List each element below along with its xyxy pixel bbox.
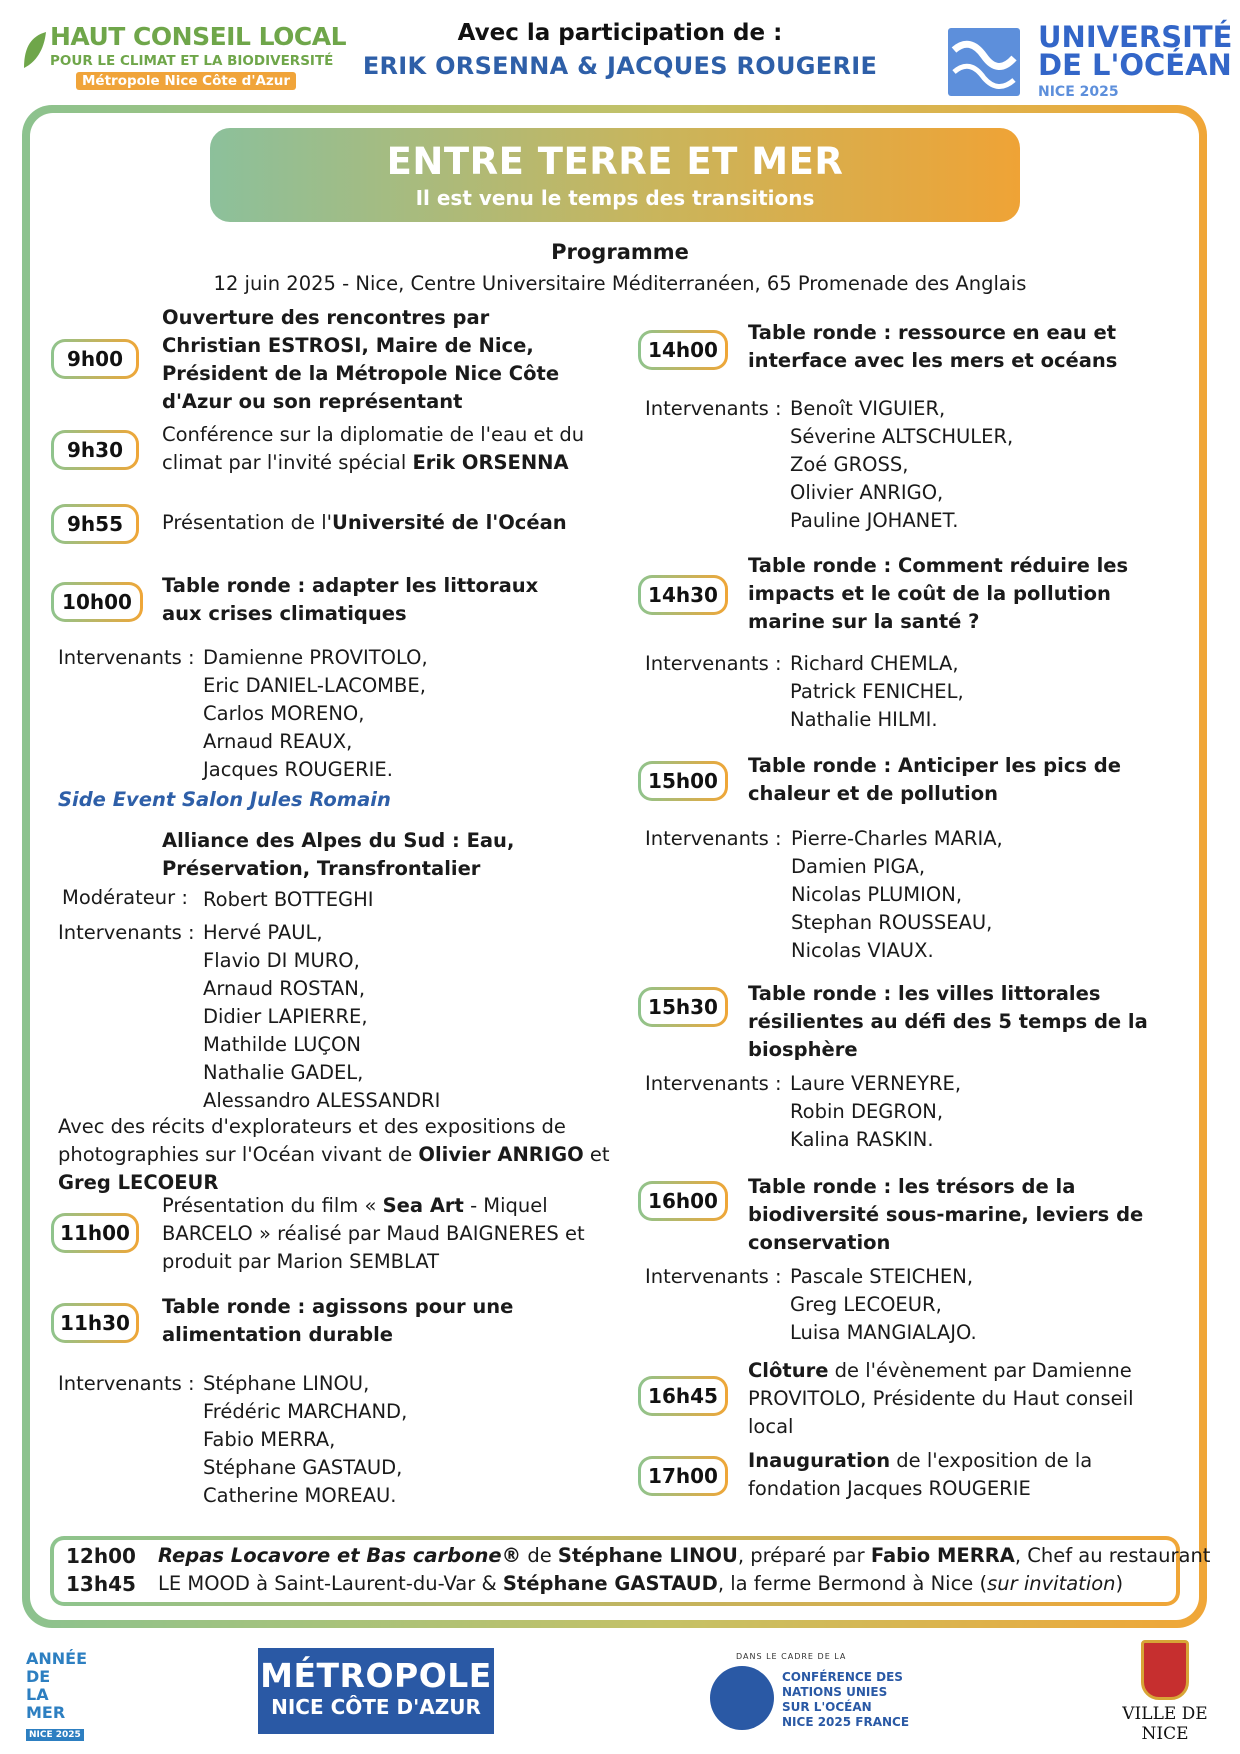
event-text: Présentation du film « Sea Art - Miquel BARCELO » réalisé par Maud BAIGNERES et produit par Marion SEMBLAT	[162, 1194, 585, 1273]
participation-intro: Avec la participation de :	[457, 20, 783, 46]
participation-guests: ERIK ORSENNA & JACQUES ROUGERIE	[362, 52, 878, 80]
speakers-list	[790, 1263, 977, 1347]
moderator-label: Modérateur :	[62, 886, 188, 909]
dateline: 12 juin 2025 - Nice, Centre Universitaire Méditerranéen, 65 Promenade des Anglais	[213, 272, 1027, 295]
time-badge: 11h30	[51, 1303, 139, 1343]
main-title: ENTRE TERRE ET MER	[386, 140, 844, 183]
speaker: Séverine ALTSCHULER,	[790, 425, 1014, 448]
wave-icon	[948, 28, 1020, 96]
speakers-list	[791, 825, 1003, 965]
speaker: Eric DANIEL-LACOMBE,	[203, 674, 426, 697]
speaker: Kalina RASKIN.	[790, 1128, 934, 1151]
programme-label: Programme	[551, 240, 689, 264]
speaker: Carlos MORENO,	[203, 702, 365, 725]
event-text: Table ronde : les trésors de la biodiversité sous-marine, leviers de conservation	[748, 1175, 1144, 1254]
speaker: Jacques ROUGERIE.	[203, 758, 393, 781]
speaker: Pascale STEICHEN,	[790, 1265, 974, 1288]
event-text: Ouverture des rencontres par Christian ESTROSI, Maire de Nice, Président de la Métropole Nice Côte d'Azur ou son représentant	[162, 306, 560, 413]
universite-line3: NICE 2025	[1038, 84, 1119, 100]
speaker: Nicolas VIAUX.	[791, 939, 934, 962]
speaker: Stéphane GASTAUD,	[203, 1456, 403, 1479]
lunch-box	[50, 1536, 1211, 1606]
annee-de-la-mer-logo: ANNÉE DE LA MER NICE 2025	[26, 1649, 88, 1740]
time-badge: 17h00	[638, 1456, 728, 1496]
haut-conseil-logo	[22, 18, 352, 88]
time-badge: 9h00	[51, 339, 139, 379]
speaker: Nathalie GADEL,	[203, 1061, 364, 1084]
time-badge: 14h00	[638, 330, 728, 370]
speaker: Greg LECOEUR,	[790, 1293, 942, 1316]
speaker: Olivier ANRIGO,	[790, 481, 944, 504]
event-text: Table ronde : agissons pour une alimentation durable	[162, 1295, 514, 1346]
speakers-label: Intervenants :	[58, 646, 195, 669]
speakers-label: Intervenants :	[645, 397, 782, 420]
title-banner	[210, 128, 1020, 222]
crest-icon	[1141, 1640, 1189, 1700]
speaker: Hervé PAUL,	[203, 921, 323, 944]
speaker: Arnaud ROSTAN,	[203, 977, 366, 1000]
ville-de-nice-logo: VILLE DE NICE	[1110, 1640, 1220, 1740]
speaker: Fabio MERRA,	[203, 1428, 336, 1451]
universite-line1: UNIVERSITÉ	[1038, 20, 1233, 54]
participation-block	[360, 20, 880, 80]
speakers-label: Intervenants :	[645, 827, 782, 850]
speaker: Damien PIGA,	[791, 855, 926, 878]
time-badge: 16h45	[638, 1376, 728, 1416]
universite-line2: DE L'OCÉAN	[1038, 48, 1232, 82]
speaker: Patrick FENICHEL,	[790, 680, 964, 703]
time-badge: 16h00	[638, 1181, 728, 1221]
speaker: Luisa MANGIALAJO.	[790, 1321, 977, 1344]
speaker: Didier LAPIERRE,	[203, 1005, 368, 1028]
speaker: Robin DEGRON,	[790, 1100, 944, 1123]
time-badge: 10h00	[51, 582, 143, 622]
speaker: Pauline JOHANET.	[790, 509, 959, 532]
speakers-label: Intervenants :	[645, 1072, 782, 1095]
time-badge: 9h30	[51, 430, 139, 470]
speaker: Stephan ROUSSEAU,	[791, 911, 993, 934]
lunch-times	[66, 1542, 136, 1598]
time-badge: 15h30	[638, 987, 728, 1027]
event-text: Table ronde : Comment réduire les impacts et le coût de la pollution marine sur la santé ?	[748, 554, 1129, 633]
speaker: Nathalie HILMI.	[790, 708, 938, 731]
speakers-label: Intervenants :	[645, 652, 782, 675]
subtitle: Il est venu le temps des transitions	[415, 186, 815, 210]
speaker: Catherine MOREAU.	[203, 1484, 397, 1507]
time-badge: 11h00	[51, 1213, 139, 1253]
speakers-list	[790, 650, 964, 734]
leaf-icon	[22, 30, 48, 70]
speaker: Zoé GROSS,	[790, 453, 909, 476]
speaker: Richard CHEMLA,	[790, 652, 959, 675]
event-text: Inauguration de l'exposition de la fondation Jacques ROUGERIE	[748, 1449, 1093, 1500]
speakers-label: Intervenants :	[645, 1265, 782, 1288]
speaker: Arnaud REAUX,	[203, 730, 353, 753]
lunch-description: Repas Locavore et Bas carbone® de Stéphane LINOU, préparé par Fabio MERRA, Chef au restaurant LE MOOD à Saint-Laurent-du-Var & Stéphane GASTAUD, la ferme Bermond à Nice (sur invitation)	[158, 1544, 1211, 1595]
haut-conseil-line3: Métropole Nice Côte d'Azur	[76, 72, 296, 90]
side-event-heading: Alliance des Alpes du Sud : Eau, Préservation, Transfrontalier	[162, 829, 515, 880]
side-event-title: Side Event Salon Jules Romain	[58, 788, 391, 811]
event-text: Conférence sur la diplomatie de l'eau et du climat par l'invité spécial Erik ORSENNA	[162, 423, 585, 474]
speakers-list	[203, 919, 440, 1115]
time-badge: 14h30	[638, 575, 728, 615]
speakers-label: Intervenants :	[58, 1372, 195, 1395]
metropole-logo: MÉTROPOLE NICE CÔTE D'AZUR	[258, 1648, 494, 1734]
time-badge: 15h00	[638, 761, 728, 801]
speakers-list	[790, 1070, 961, 1154]
event-text: Présentation de l'Université de l'Océan	[162, 511, 567, 534]
moderator: Robert BOTTEGHI	[203, 888, 374, 911]
speaker: Laure VERNEYRE,	[790, 1072, 962, 1095]
speakers-label: Intervenants :	[58, 921, 195, 944]
speaker: Benoît VIGUIER,	[790, 397, 946, 420]
haut-conseil-line1: HAUT CONSEIL LOCAL	[50, 22, 347, 51]
lunch-start: 12h00	[66, 1544, 136, 1568]
speaker: Flavio DI MURO,	[203, 949, 360, 972]
event-text: Table ronde : adapter les littoraux aux crises climatiques	[162, 574, 539, 625]
haut-conseil-line2: POUR LE CLIMAT ET LA BIODIVERSITÉ	[50, 53, 334, 69]
event-text: Clôture de l'évènement par Damienne PROVITOLO, Présidente du Haut conseil local	[748, 1359, 1134, 1438]
speaker: Damienne PROVITOLO,	[203, 646, 428, 669]
globe-icon	[710, 1666, 774, 1730]
speaker: Nicolas PLUMION,	[791, 883, 963, 906]
universite-ocean-logo	[948, 22, 1238, 102]
speaker: Alessandro ALESSANDRI	[203, 1089, 441, 1112]
speakers-list	[790, 395, 1013, 535]
event-text: Table ronde : ressource en eau et interface avec les mers et océans	[748, 321, 1118, 372]
event-text: Table ronde : les villes littorales résilientes au défi des 5 temps de la biosphère	[748, 982, 1148, 1061]
time-badge: 9h55	[51, 504, 139, 544]
event-text: Table ronde : Anticiper les pics de chaleur et de pollution	[748, 754, 1121, 805]
speakers-list	[203, 1370, 407, 1510]
speaker: Mathilde LUÇON	[203, 1033, 361, 1056]
lunch-end: 13h45	[66, 1572, 136, 1596]
speaker: Pierre-Charles MARIA,	[791, 827, 1003, 850]
speakers-list	[203, 644, 428, 784]
speaker: Frédéric MARCHAND,	[203, 1400, 408, 1423]
side-event-note: Avec des récits d'explorateurs et des expositions de photographies sur l'Océan vivant de Olivier ANRIGO et Greg LECOEUR	[58, 1115, 610, 1194]
unoc-logo: DANS LE CADRE DE LA CONFÉRENCE DES NATIONS UNIES SUR L'OCÉAN NICE 2025 FRANCE	[710, 1652, 910, 1736]
speaker: Stéphane LINOU,	[203, 1372, 370, 1395]
